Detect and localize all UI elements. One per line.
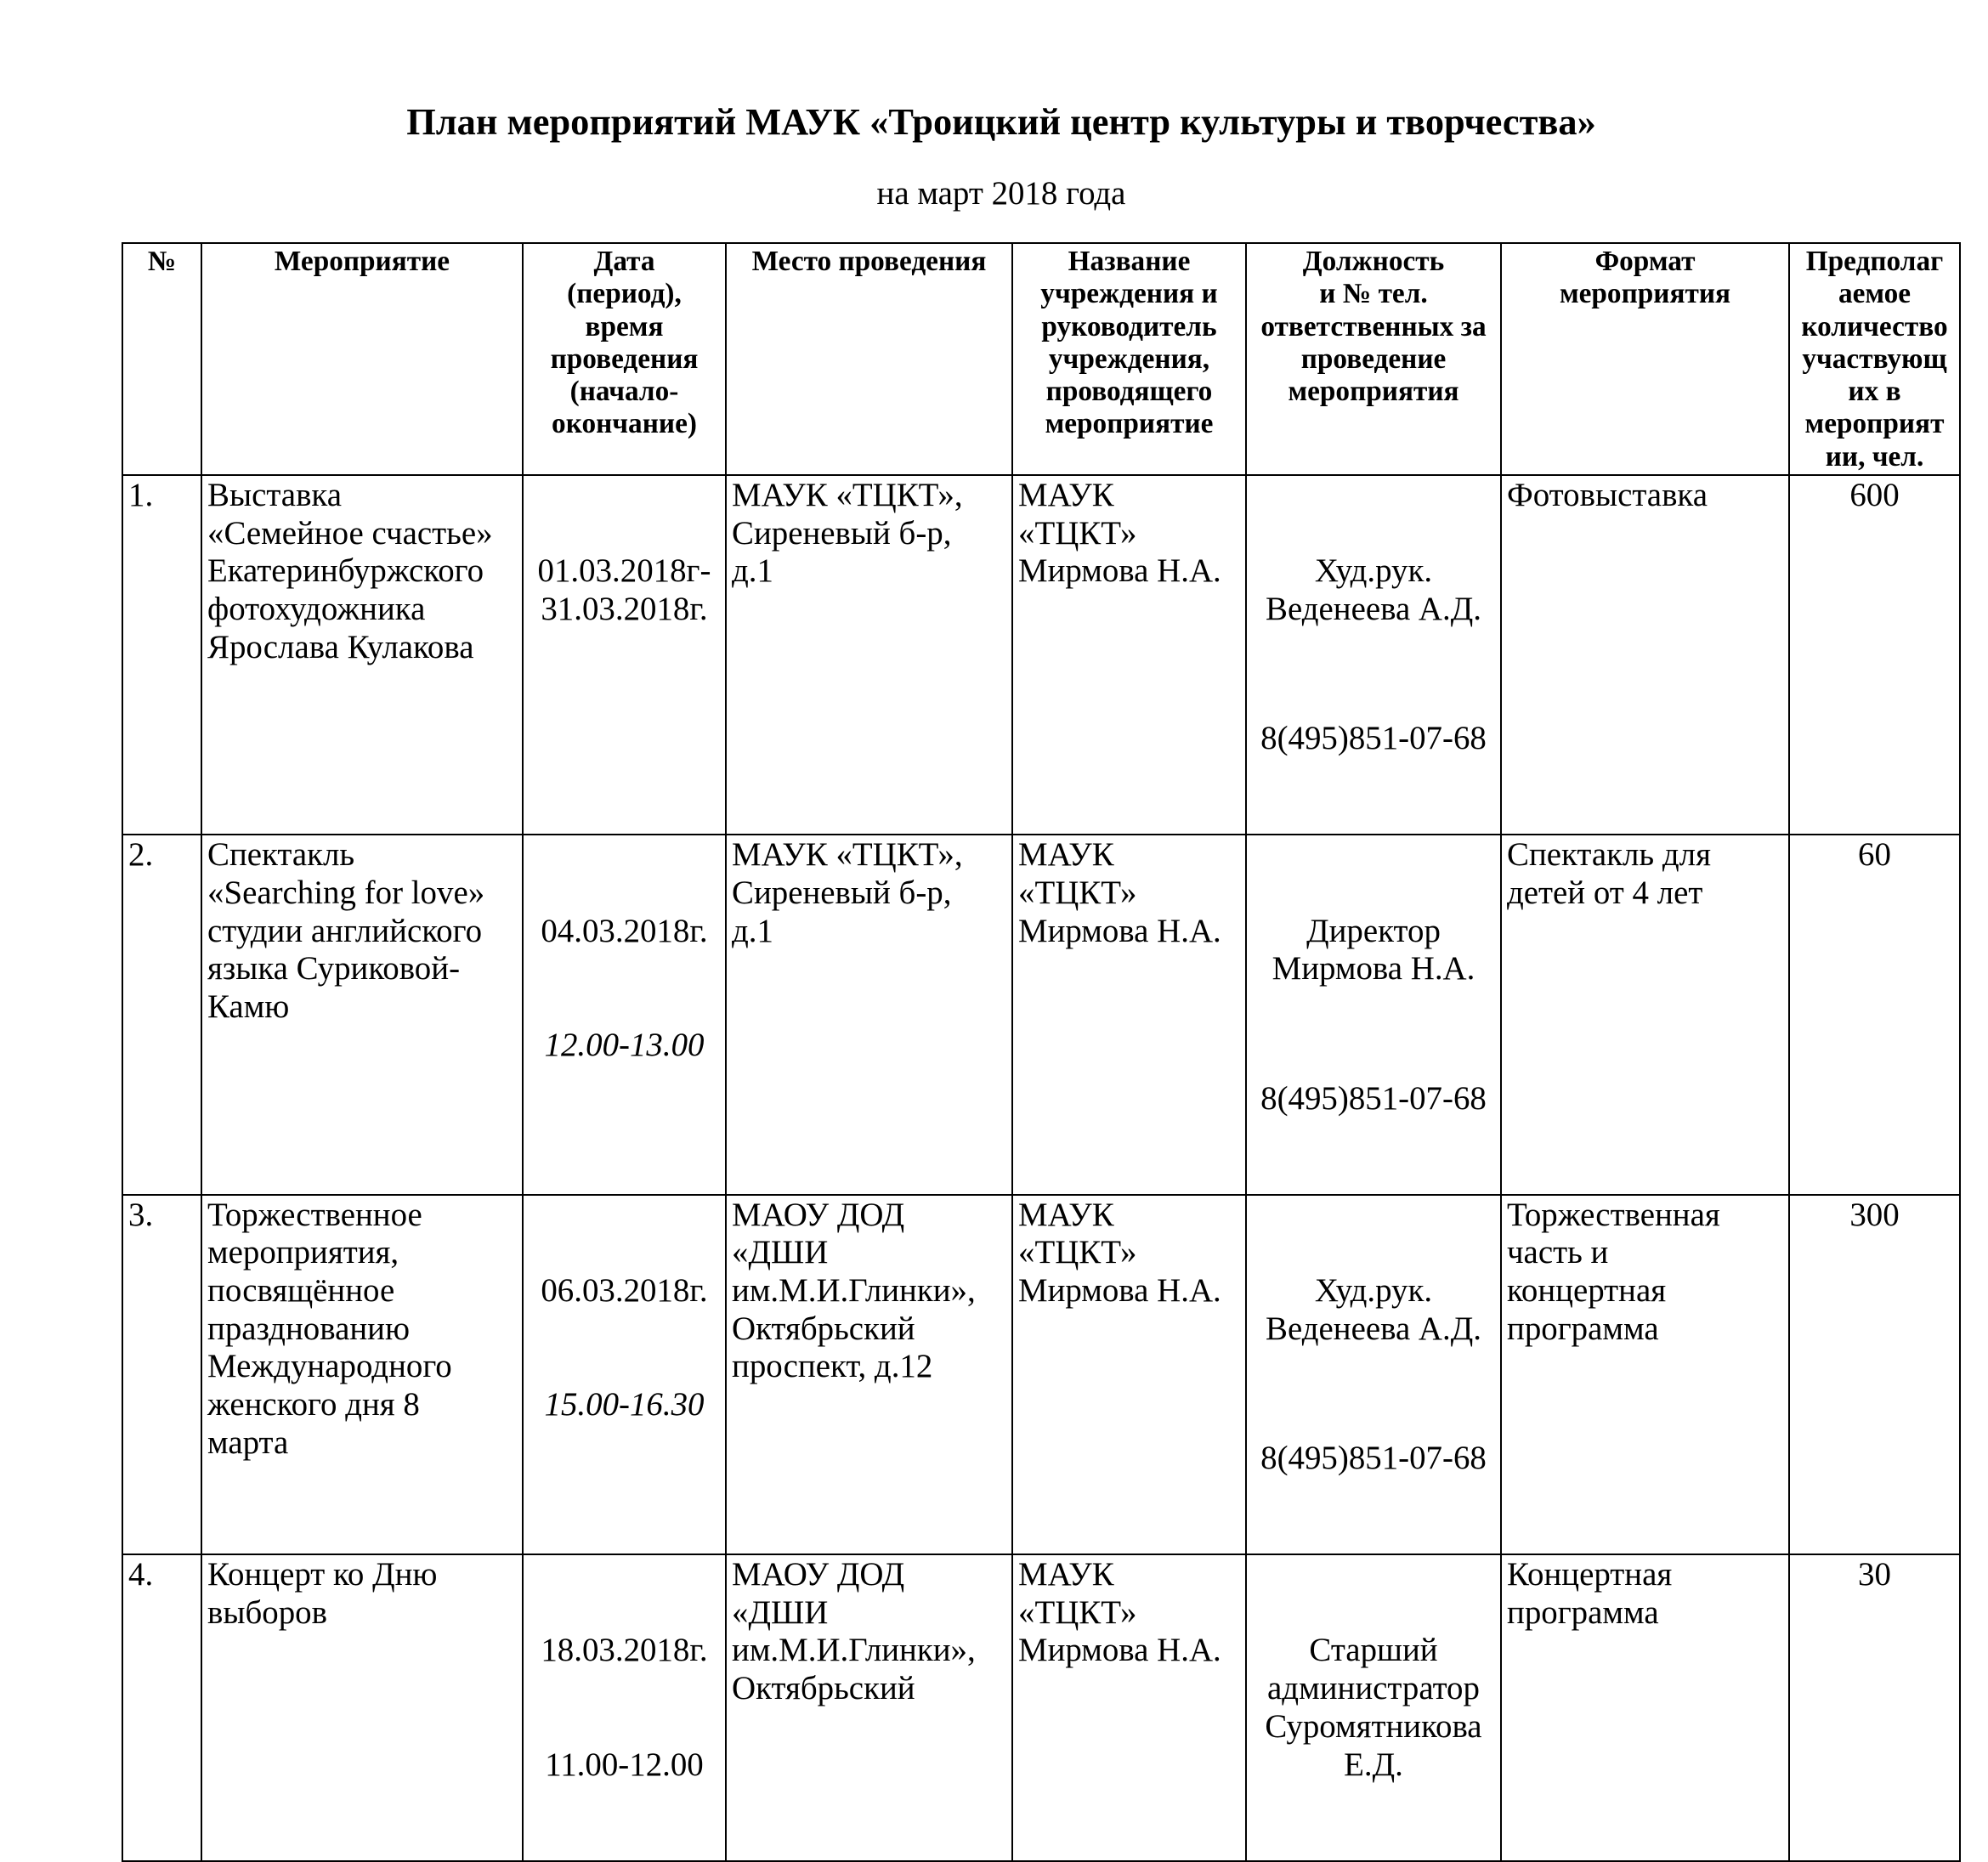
cell-date	[523, 475, 726, 835]
responsible-phone: 8(495)851-07-68	[1260, 1079, 1487, 1117]
responsible-person: Старший администратор Суромятникова Е.Д.	[1265, 1632, 1482, 1783]
col-header-date: Дата (период), время проведения (начало- окончание)	[523, 243, 726, 475]
col-header-responsible: Должность и № тел. ответственных за проведение мероприятия	[1246, 243, 1501, 475]
cell-organizer: МАУК «ТЦКТ» Мирмова Н.А.	[1012, 475, 1246, 835]
cell-participants: 30	[1789, 1554, 1960, 1861]
col-header-participants: Предполаг аемое количество участвующ их в мероприят ии, чел.	[1789, 243, 1960, 475]
event-date: 18.03.2018г.	[541, 1632, 708, 1669]
col-header-format: Формат мероприятия	[1501, 243, 1789, 475]
cell-place: МАОУ ДОД «ДШИ им.М.И.Глинки», Октябрьский проспект, д.12	[726, 1195, 1012, 1554]
cell-responsible	[1246, 835, 1501, 1194]
cell-format: Торжественная часть и концертная программа	[1501, 1195, 1789, 1554]
responsible-person: Директор Мирмова Н.А.	[1272, 912, 1475, 988]
cell-format: Спектакль для детей от 4 лет	[1501, 835, 1789, 1194]
table-row	[122, 475, 1960, 835]
event-date: 01.03.2018г- 31.03.2018г.	[537, 552, 711, 628]
event-date: 04.03.2018г.	[541, 912, 708, 949]
event-date: 06.03.2018г.	[541, 1272, 708, 1310]
page-title: План мероприятий МАУК «Троицкий центр культуры и творчества»	[406, 100, 1596, 143]
responsible-phone: 8(495)851-07-68	[1260, 1439, 1487, 1476]
col-header-event: Мероприятие	[201, 243, 523, 475]
col-header-number: №	[122, 243, 201, 475]
cell-participants: 300	[1789, 1195, 1960, 1554]
cell-number: 3.	[122, 1195, 201, 1554]
cell-number: 1.	[122, 475, 201, 835]
event-time: 15.00-16.30	[544, 1386, 705, 1423]
cell-event: Выставка «Семейное счастье» Екатеринбуржского фотохудожника Ярослава Кулакова	[201, 475, 523, 835]
cell-organizer: МАУК «ТЦКТ» Мирмова Н.А.	[1012, 1195, 1246, 1554]
responsible-person: Худ.рук. Веденеева А.Д.	[1266, 1272, 1481, 1347]
cell-organizer: МАУК «ТЦКТ» Мирмова Н.А.	[1012, 1554, 1246, 1861]
cell-number: 4.	[122, 1554, 201, 1861]
responsible-person: Худ.рук. Веденеева А.Д.	[1266, 552, 1481, 628]
event-time: 11.00-12.00	[545, 1746, 704, 1783]
cell-date	[523, 835, 726, 1194]
col-header-organizer: Название учреждения и руководитель учреждения, проводящего мероприятие	[1012, 243, 1246, 475]
responsible-phone: 8(495)851-07-68	[1260, 720, 1487, 757]
table-row	[122, 1195, 1960, 1554]
event-time: 12.00-13.00	[544, 1026, 705, 1063]
cell-format: Концертная программа	[1501, 1554, 1789, 1861]
table-row	[122, 835, 1960, 1194]
cell-organizer: МАУК «ТЦКТ» Мирмова Н.А.	[1012, 835, 1246, 1194]
cell-participants: 600	[1789, 475, 1960, 835]
cell-event: Спектакль «Searching for love» студии английского языка Суриковой- Камю	[201, 835, 523, 1194]
cell-number: 2.	[122, 835, 201, 1194]
cell-event: Концерт ко Дню выборов	[201, 1554, 523, 1861]
cell-responsible	[1246, 1554, 1501, 1861]
cell-place: МАУК «ТЦКТ», Сиреневый б-р, д.1	[726, 835, 1012, 1194]
cell-participants: 60	[1789, 835, 1960, 1194]
table-row	[122, 1554, 1960, 1861]
col-header-place: Место проведения	[726, 243, 1012, 475]
cell-responsible	[1246, 475, 1501, 835]
cell-date	[523, 1554, 726, 1861]
events-table	[122, 242, 1961, 1862]
cell-place: МАУК «ТЦКТ», Сиреневый б-р, д.1	[726, 475, 1012, 835]
cell-responsible	[1246, 1195, 1501, 1554]
page-subtitle: на март 2018 года	[876, 175, 1126, 212]
cell-event: Торжественное мероприятия, посвящённое празднованию Международного женского дня 8 марта	[201, 1195, 523, 1554]
table-header-row	[122, 243, 1960, 475]
cell-date	[523, 1195, 726, 1554]
cell-place: МАОУ ДОД «ДШИ им.М.И.Глинки», Октябрьский	[726, 1554, 1012, 1861]
cell-format: Фотовыставка	[1501, 475, 1789, 835]
